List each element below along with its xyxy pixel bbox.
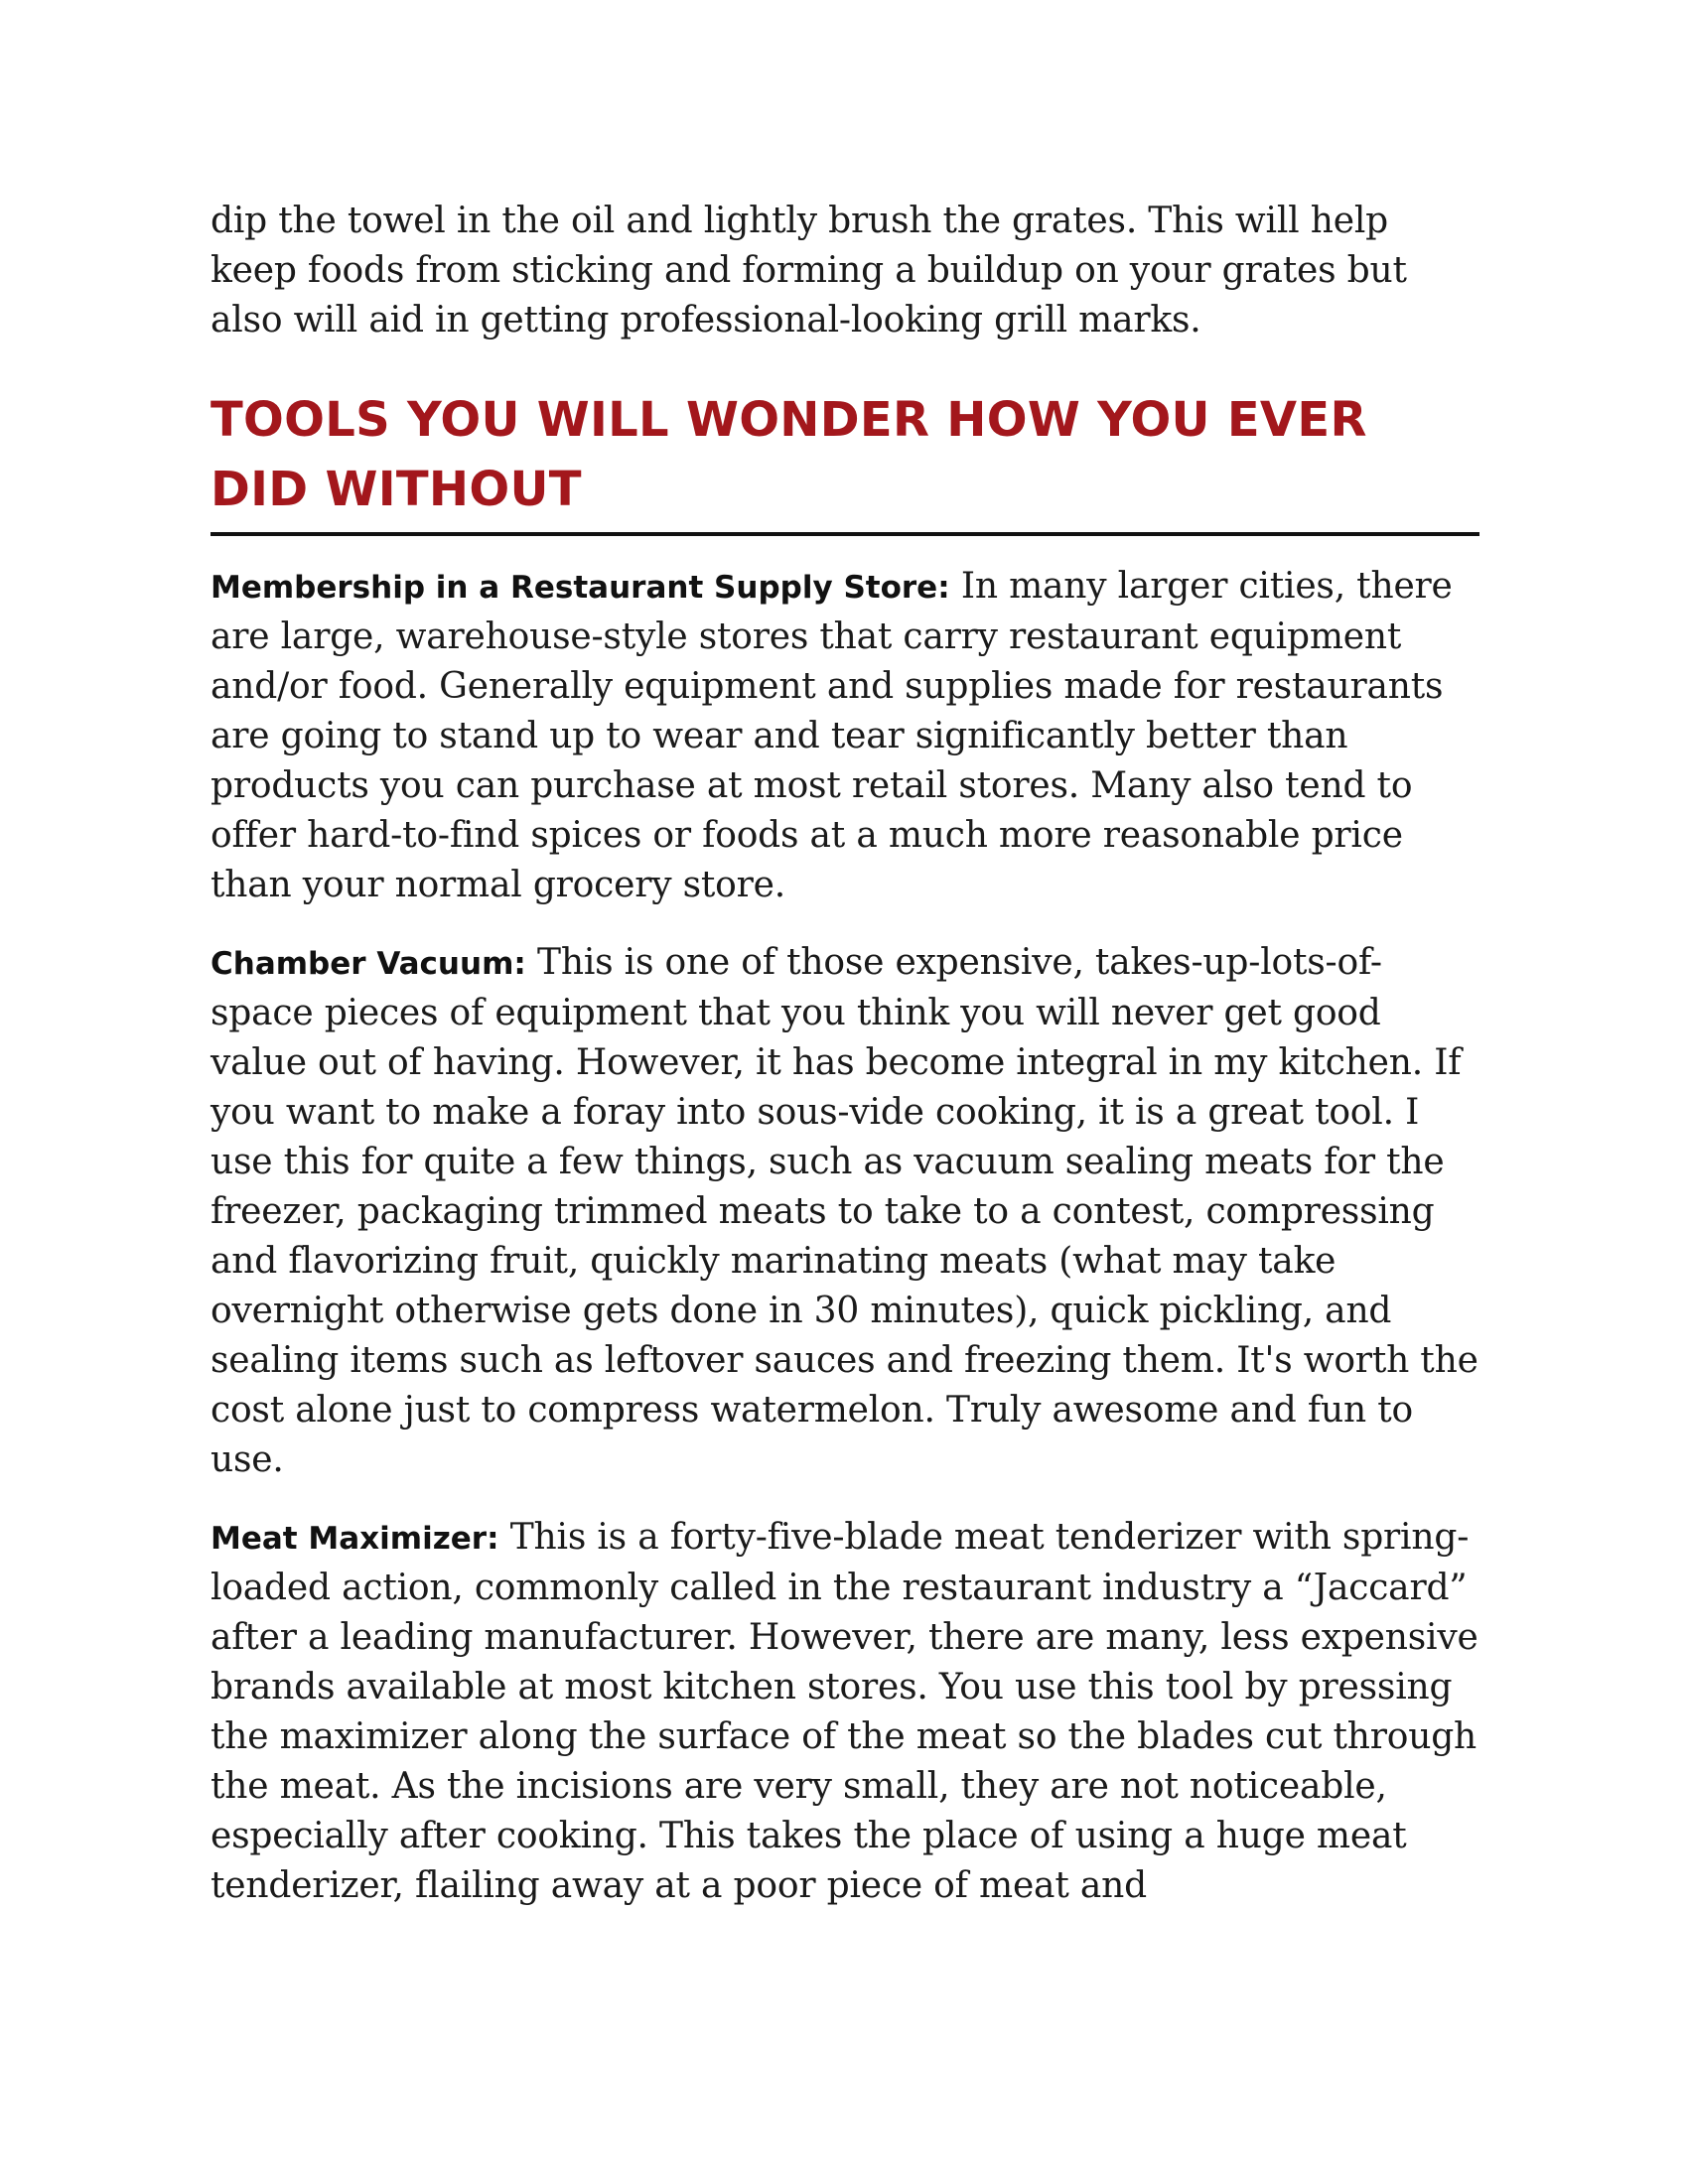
entry-chamber-vacuum (211, 938, 1479, 1485)
section-heading: TOOLS YOU WILL WONDER HOW YOU EVER DID WITHOUT (211, 385, 1479, 536)
page-content (211, 197, 1479, 1911)
entry-text: This is a forty-five-blade meat tenderizer with spring-loaded action, commonly called in the restaurant industry a “Jaccard” after a leading manufacturer. However, there are many, less expensive brands available at most kitchen stores. You use this tool by pressing the maximizer along the surface of the meat so the blades cut through the meat. As the incisions are very small, they are not noticeable, especially after cooking. This takes the place of using a huge meat tenderizer, flailing away at a poor piece of meat and (211, 1517, 1478, 1906)
entry-text: This is one of those expensive, takes-up-lots-of-space pieces of equipment that you think you will never get good value out of having. However, it has become integral in my kitchen. If you want to make a foray into sous-vide cooking, it is a great tool. I use this for quite a few things, such as vacuum sealing meats for the freezer, packaging trimmed meats to take to a contest, compressing and flavorizing fruit, quickly marinating meats (what may take overnight otherwise gets done in 30 minutes), quick pickling, and sealing items such as leftover sauces and freezing them. It's worth the cost alone just to compress watermelon. Truly awesome and fun to use. (211, 942, 1478, 1480)
entry-term: Membership in a Restaurant Supply Store: (211, 570, 950, 606)
entry-term: Meat Maximizer: (211, 1521, 499, 1557)
intro-paragraph: dip the towel in the oil and lightly brush the grates. This will help keep foods from sticking and forming a buildup on your grates but also will aid in getting professional-looking grill marks. (211, 201, 1407, 341)
entry-restaurant-supply (211, 562, 1479, 910)
entry-meat-maximizer (211, 1513, 1479, 1911)
entry-term: Chamber Vacuum: (211, 946, 526, 982)
entry-text: In many larger cities, there are large, warehouse-style stores that carry restaurant equipment and/or food. Generally equipment and supplies made for restaurants are going to stand up to wear and tear significantly better than products you can purchase at most retail stores. Many also tend to offer hard-to-find spices or foods at a much more reasonable price than your normal grocery store. (211, 566, 1453, 905)
